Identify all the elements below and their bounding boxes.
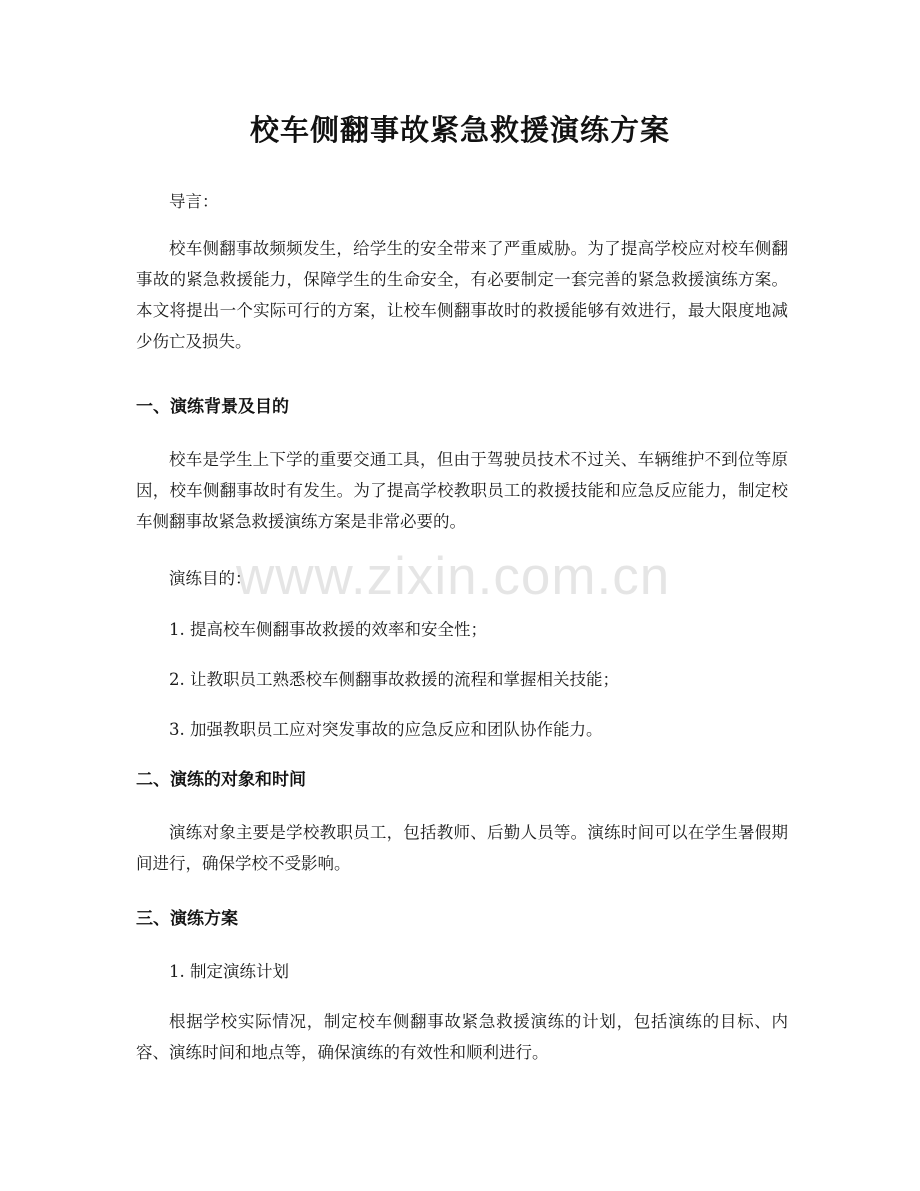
section-heading-plan: 三、演练方案 — [136, 909, 238, 929]
goal-item-2: 2. 让教职员工熟悉校车侧翻事故救援的流程和掌握相关技能； — [169, 670, 619, 689]
target-time-paragraph: 演练对象主要是学校教职员工，包括教师、后勤人员等。演练时间可以在学生暑假期间进行，确保学校不受影响。 — [136, 823, 788, 873]
goals-label: 演练目的： — [169, 569, 252, 588]
intro-label: 导言： — [169, 192, 219, 211]
section-heading-target-time: 二、演练的对象和时间 — [136, 770, 306, 790]
plan-paragraph: 根据学校实际情况，制定校车侧翻事故紧急救援演练的计划，包括演练的目标、内容、演练时间和地点等，确保演练的有效性和顺利进行。 — [136, 1012, 788, 1062]
background-paragraph: 校车是学生上下学的重要交通工具，但由于驾驶员技术不过关、车辆维护不到位等原因，校车侧翻事故时有发生。为了提高学校教职员工的救援技能和应急反应能力，制定校车侧翻事故紧急救援演练方案是非常必要的。 — [136, 450, 788, 531]
section-heading-background: 一、演练背景及目的 — [136, 397, 289, 417]
goal-item-3: 3. 加强教职员工应对突发事故的应急反应和团队协作能力。 — [169, 720, 603, 739]
goal-item-1: 1. 提高校车侧翻事故救援的效率和安全性； — [169, 620, 487, 639]
document-title: 校车侧翻事故紧急救援演练方案 — [249, 113, 670, 147]
intro-paragraph: 校车侧翻事故频频发生，给学生的安全带来了严重威胁。为了提高学校应对校车侧翻事故的紧急救援能力，保障学生的生命安全，有必要制定一套完善的紧急救援演练方案。本文将提出一个实际可行的方案，让校车侧翻事故时的救援能够有效进行，最大限度地减少伤亡及损失。 — [136, 239, 788, 351]
watermark-text: www.zixin.com.cn — [236, 547, 671, 606]
plan-subheading: 1. 制定演练计划 — [169, 962, 289, 981]
